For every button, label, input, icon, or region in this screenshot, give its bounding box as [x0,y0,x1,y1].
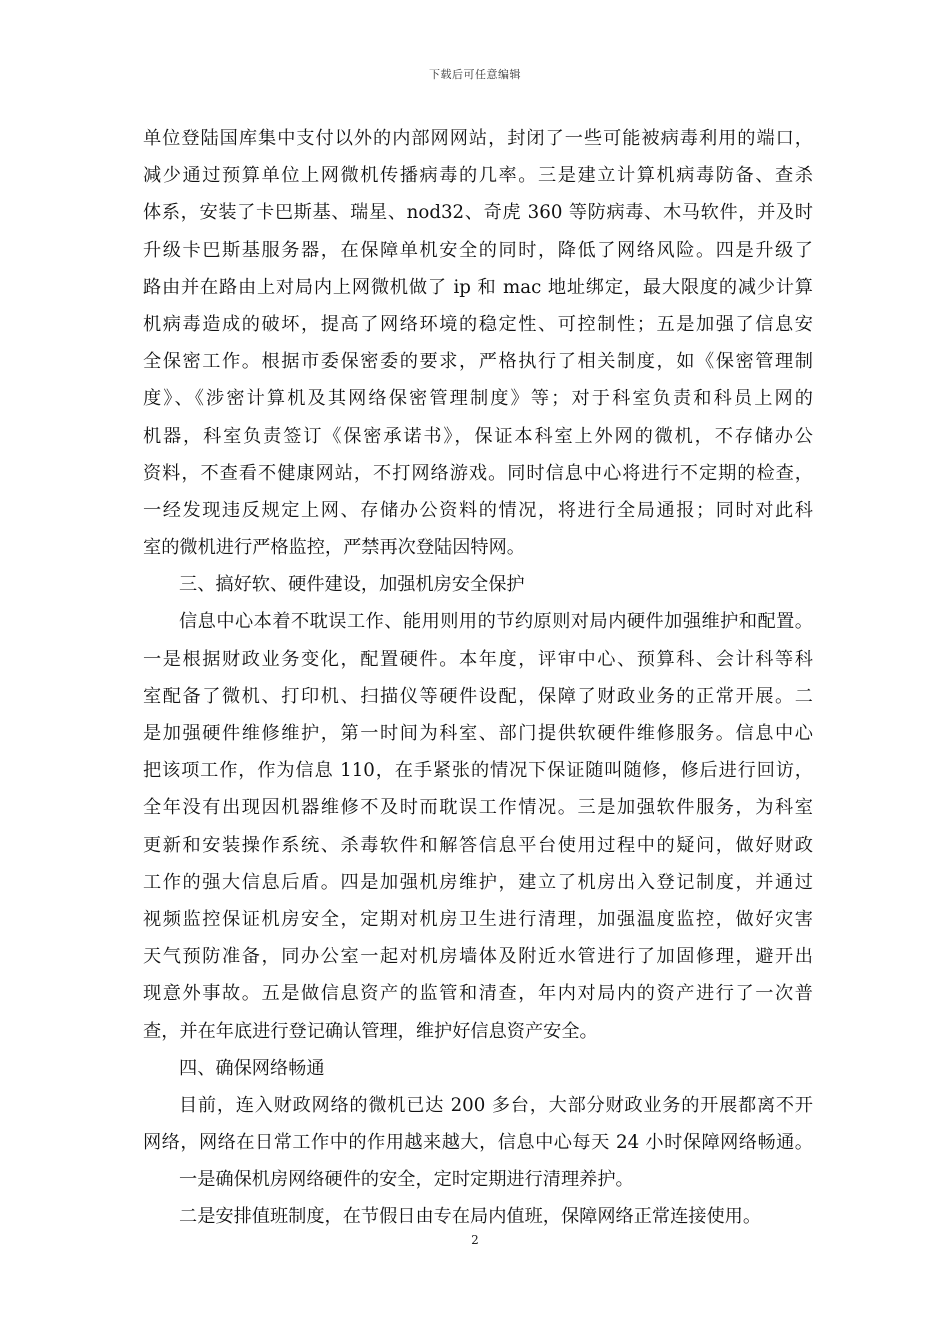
paragraph-line: 目前，连入财政网络的微机已达 200 多台，大部分财政业务的开展都离不开 [179,1094,813,1116]
page-header: 下载后可任意编辑 [429,68,521,81]
paragraph-line: 机病毒造成的破坏，提高了网络环境的稳定性、可控制性；五是加强了信息安 [143,313,813,335]
paragraph-line: 度》、《涉密计算机及其网络保密管理制度》等；对于科室负责和科员上网的 [143,388,813,410]
paragraph-line: 路由并在路由上对局内上网微机做了 ip 和 mac 地址绑定，最大限度的减少计算 [143,276,813,298]
paragraph-line: 室的微机进行严格监控，严禁再次登陆因特网。 [143,537,525,559]
paragraph-line: 一经发现违反规定上网、存储办公资料的情况，将进行全局通报；同时对此科 [143,499,813,521]
section-heading: 四、确保网络畅通 [179,1057,325,1079]
paragraph-line: 室配备了微机、打印机、扫描仪等硬件设配，保障了财政业务的正常开展。二 [143,685,813,707]
paragraph-line: 把该项工作，作为信息 110，在手紧张的情况下保证随叫随修，修后进行回访， [143,760,813,782]
paragraph-line: 信息中心本着不耽误工作、能用则用的节约原则对局内硬件加强维护和配置。 [179,611,813,633]
paragraph-line: 查，并在年底进行登记确认管理，维护好信息资产安全。 [143,1020,598,1042]
paragraph-line: 单位登陆国库集中支付以外的内部网网站，封闭了一些可能被病毒利用的端口， [143,128,813,149]
paragraph-line: 机器，科室负责签订《保密承诺书》，保证本科室上外网的微机，不存储办公 [143,425,813,447]
page-number: 2 [471,1233,479,1247]
paragraph-line: 一是确保机房网络硬件的安全，定时定期进行清理养护。 [179,1169,634,1191]
body-text [143,120,813,1236]
paragraph-line: 全年没有出现因机器维修不及时而耽误工作情况。三是加强软件服务，为科室 [143,797,813,819]
paragraph-line: 工作的强大信息后盾。四是加强机房维护，建立了机房出入登记制度，并通过 [143,871,813,893]
paragraph-line: 二是安排值班制度，在节假日由专在局内值班，保障网络正常连接使用。 [179,1206,762,1228]
paragraph-line: 一是根据财政业务变化，配置硬件。本年度，评审中心、预算科、会计科等科 [143,648,813,670]
paragraph-line: 视频监控保证机房安全，定期对机房卫生进行清理，加强温度监控，做好灾害 [143,908,813,930]
paragraph-line: 天气预防准备，同办公室一起对机房墙体及附近水管进行了加固修理，避开出 [143,946,813,968]
paragraph-line: 更新和安装操作系统、杀毒软件和解答信息平台使用过程中的疑问，做好财政 [143,834,813,856]
paragraph-line: 现意外事故。五是做信息资产的监管和清查，年内对局内的资产进行了一次普 [143,983,813,1005]
paragraph-line: 全保密工作。根据市委保密委的要求，严格执行了相关制度，如《保密管理制 [143,351,813,373]
paragraph-line: 资料，不查看不健康网站，不打网络游戏。同时信息中心将进行不定期的检查， [143,462,813,484]
paragraph-line: 体系，安装了卡巴斯基、瑞星、nod32、奇虎 360 等防病毒、木马软件，并及时 [143,202,813,224]
paragraph-line: 是加强硬件维修维护，第一时间为科室、部门提供软硬件维修服务。信息中心 [143,723,813,744]
paragraph-line: 网络，网络在日常工作中的作用越来越大，信息中心每天 24 小时保障网络畅通。 [143,1132,813,1154]
section-heading: 三、搞好软、硬件建设，加强机房安全保护 [179,574,525,596]
paragraph-line: 减少通过预算单位上网微机传播病毒的几率。三是建立计算机病毒防备、查杀 [143,165,813,187]
paragraph-line: 升级卡巴斯基服务器，在保障单机安全的同时，降低了网络风险。四是升级了 [143,239,813,261]
